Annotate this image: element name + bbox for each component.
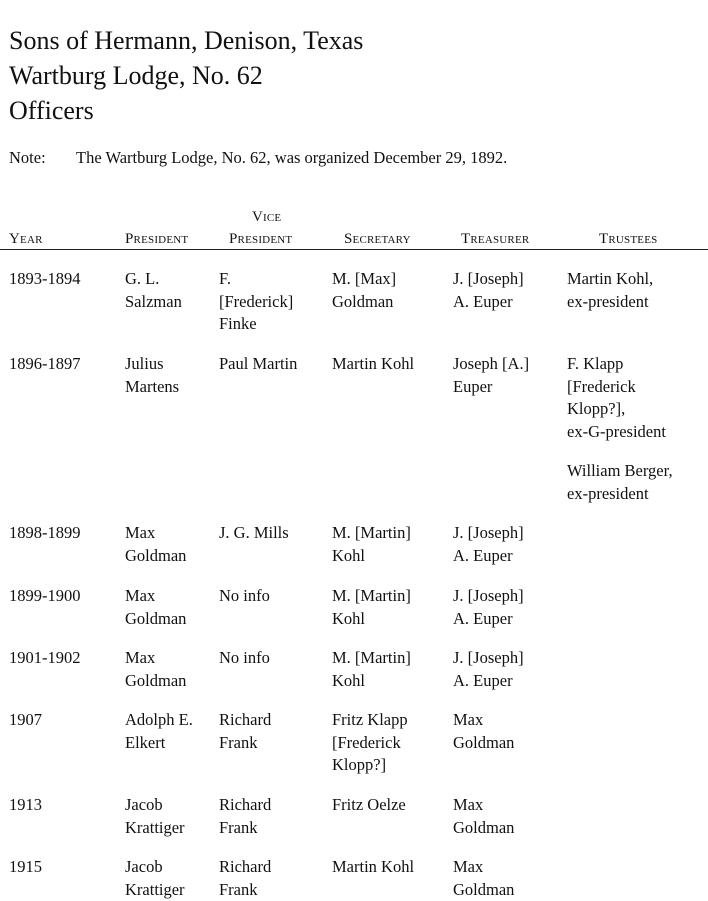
cell-line: Salzman <box>125 291 217 314</box>
note <box>9 147 507 169</box>
cell-line: Martin Kohl, <box>567 268 705 291</box>
cell-treasurer <box>453 647 561 692</box>
cell-president <box>125 522 217 567</box>
cell-treasurer <box>453 794 561 839</box>
note-text: The Wartburg Lodge, No. 62, was organized December 29, 1892. <box>76 148 507 167</box>
cell-line: Krattiger <box>125 879 217 901</box>
cell-line: No info <box>219 647 327 670</box>
cell-line: A. Euper <box>453 608 561 631</box>
header-divider <box>0 249 708 250</box>
cell-line: No info <box>219 585 327 608</box>
header-vice-president-bottom: President <box>229 228 292 250</box>
cell-vice-president <box>219 585 327 608</box>
cell-line: Jacob <box>125 856 217 879</box>
cell-line: [Frederick] <box>219 291 327 314</box>
cell-president <box>125 585 217 630</box>
cell-line: Goldman <box>453 817 561 840</box>
cell-line: William Berger, <box>567 460 705 483</box>
cell-line: Goldman <box>125 608 217 631</box>
header-secretary: Secretary <box>344 228 411 250</box>
cell-line: Goldman <box>125 545 217 568</box>
cell-president <box>125 353 217 398</box>
cell-line: Finke <box>219 313 327 336</box>
cell-line: [Frederick <box>567 376 705 399</box>
cell-line: J. [Joseph] <box>453 268 561 291</box>
cell-line: M. [Max] <box>332 268 450 291</box>
cell-secretary <box>332 268 450 313</box>
cell-line: Kohl <box>332 545 450 568</box>
cell-year: 1896-1897 <box>9 353 119 376</box>
cell-year: 1898-1899 <box>9 522 119 545</box>
cell-treasurer <box>453 353 561 398</box>
cell-line: Frank <box>219 879 327 901</box>
cell-secretary <box>332 647 450 692</box>
cell-line: Goldman <box>125 670 217 693</box>
cell-year: 1915 <box>9 856 119 879</box>
cell-line: J. [Joseph] <box>453 585 561 608</box>
cell-treasurer <box>453 856 561 901</box>
cell-line: ex-president <box>567 291 705 314</box>
cell-line: Euper <box>453 376 561 399</box>
cell-vice-president <box>219 268 327 336</box>
cell-line: Kohl <box>332 608 450 631</box>
cell-trustee <box>567 460 705 505</box>
cell-line: Max <box>453 709 561 732</box>
cell-trustee <box>567 353 705 443</box>
cell-treasurer <box>453 268 561 313</box>
cell-line: J. [Joseph] <box>453 647 561 670</box>
cell-line: A. Euper <box>453 545 561 568</box>
cell-trustee <box>567 268 705 313</box>
cell-vice-president <box>219 709 327 754</box>
header-trustees: Trustees <box>599 228 657 250</box>
cell-line: J. G. Mills <box>219 522 327 545</box>
cell-line: Goldman <box>453 879 561 901</box>
cell-line: Max <box>125 522 217 545</box>
cell-line: A. Euper <box>453 291 561 314</box>
cell-line: F. Klapp <box>567 353 705 376</box>
header-vice-president-top: Vice <box>252 206 281 228</box>
cell-line: Fritz Oelze <box>332 794 450 817</box>
cell-line: Frank <box>219 732 327 755</box>
cell-line: Martens <box>125 376 217 399</box>
cell-secretary <box>332 522 450 567</box>
cell-line: Richard <box>219 709 327 732</box>
cell-line: Julius <box>125 353 217 376</box>
cell-president <box>125 647 217 692</box>
cell-year: 1901-1902 <box>9 647 119 670</box>
cell-line: Max <box>453 856 561 879</box>
cell-line: [Frederick <box>332 732 450 755</box>
cell-line: Max <box>125 647 217 670</box>
cell-treasurer <box>453 709 561 754</box>
cell-year: 1913 <box>9 794 119 817</box>
document-title-line-3: Officers <box>9 96 94 126</box>
cell-line: Krattiger <box>125 817 217 840</box>
cell-line: Martin Kohl <box>332 353 450 376</box>
cell-line: Goldman <box>453 732 561 755</box>
cell-line: A. Euper <box>453 670 561 693</box>
cell-line: Goldman <box>332 291 450 314</box>
cell-president <box>125 794 217 839</box>
cell-year: 1899-1900 <box>9 585 119 608</box>
cell-secretary <box>332 856 450 879</box>
cell-secretary <box>332 794 450 817</box>
cell-vice-president <box>219 353 327 376</box>
cell-line: J. [Joseph] <box>453 522 561 545</box>
cell-secretary <box>332 585 450 630</box>
cell-line: Joseph [A.] <box>453 353 561 376</box>
cell-vice-president <box>219 794 327 839</box>
cell-line: Richard <box>219 856 327 879</box>
cell-line: Max <box>125 585 217 608</box>
cell-line: Jacob <box>125 794 217 817</box>
header-treasurer: Treasurer <box>461 228 529 250</box>
cell-secretary <box>332 709 450 777</box>
document-title-line-2: Wartburg Lodge, No. 62 <box>9 61 263 91</box>
document-title-line-1: Sons of Hermann, Denison, Texas <box>9 26 363 56</box>
cell-line: Paul Martin <box>219 353 327 376</box>
cell-secretary <box>332 353 450 376</box>
cell-line: Richard <box>219 794 327 817</box>
cell-line: Fritz Klapp <box>332 709 450 732</box>
cell-president <box>125 856 217 901</box>
header-year: Year <box>9 228 43 250</box>
cell-vice-president <box>219 856 327 901</box>
cell-president <box>125 709 217 754</box>
note-label: Note: <box>9 147 76 169</box>
cell-line: Klopp?], <box>567 398 705 421</box>
cell-line: Elkert <box>125 732 217 755</box>
cell-year: 1907 <box>9 709 119 732</box>
cell-line: Max <box>453 794 561 817</box>
cell-line: M. [Martin] <box>332 647 450 670</box>
cell-line: Frank <box>219 817 327 840</box>
header-president: President <box>125 228 188 250</box>
cell-line: Kohl <box>332 670 450 693</box>
cell-line: Klopp?] <box>332 754 450 777</box>
cell-line: Adolph E. <box>125 709 217 732</box>
cell-vice-president <box>219 647 327 670</box>
cell-president <box>125 268 217 313</box>
cell-line: ex-president <box>567 483 705 506</box>
cell-vice-president <box>219 522 327 545</box>
cell-treasurer <box>453 585 561 630</box>
cell-line: F. <box>219 268 327 291</box>
cell-treasurer <box>453 522 561 567</box>
cell-line: Martin Kohl <box>332 856 450 879</box>
cell-line: ex-G-president <box>567 421 705 444</box>
cell-year: 1893-1894 <box>9 268 119 291</box>
cell-line: G. L. <box>125 268 217 291</box>
cell-line: M. [Martin] <box>332 522 450 545</box>
cell-line: M. [Martin] <box>332 585 450 608</box>
